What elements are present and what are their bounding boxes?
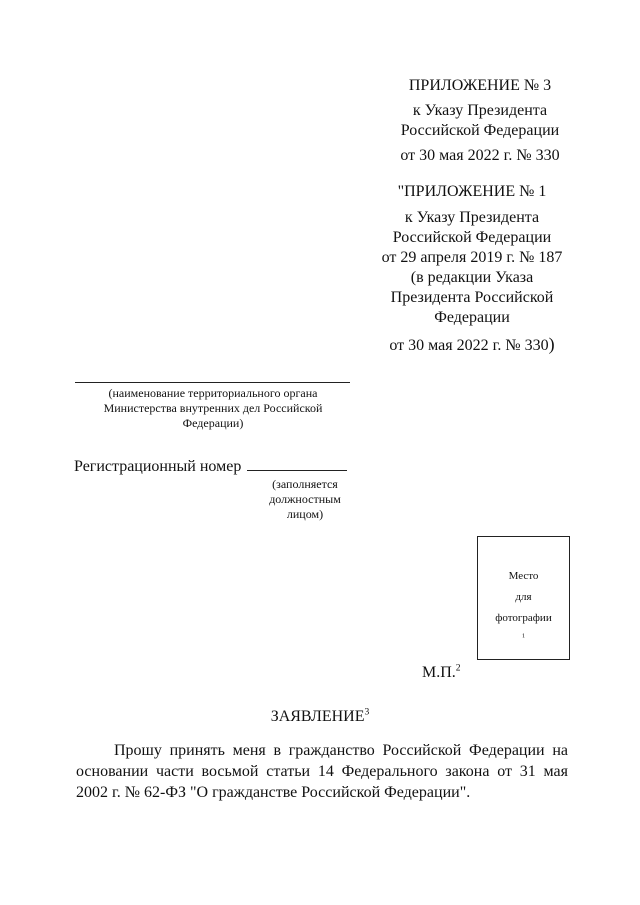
org-name-line bbox=[75, 382, 350, 383]
org-caption-line-1: (наименование территориального органа bbox=[108, 386, 318, 400]
appendix-1-line-4: (в редакции Указа bbox=[410, 269, 534, 286]
stamp-footnote-mark: 2 bbox=[455, 662, 461, 674]
photo-line-1: Место bbox=[508, 570, 539, 582]
statement-title bbox=[0, 707, 640, 727]
photo-footnote-mark: 1 bbox=[521, 632, 526, 640]
appendix-1-line-5: Президента Российской bbox=[390, 289, 554, 306]
photo-line-2: для bbox=[515, 591, 532, 603]
statement-footnote-mark: 3 bbox=[364, 706, 370, 718]
appendix-3-header bbox=[380, 76, 580, 166]
photo-line-3 bbox=[477, 611, 570, 646]
org-caption-line-3: Федерации) bbox=[182, 416, 244, 430]
registration-caption-line-3: лицом) bbox=[286, 507, 324, 521]
appendix-1-title: "ПРИЛОЖЕНИЕ № 1 bbox=[397, 183, 547, 200]
appendix-1-line-2: Российской Федерации bbox=[392, 229, 552, 246]
appendix-1-date: от 30 мая 2022 г. № 330 bbox=[389, 337, 549, 354]
statement-title-text: ЗАЯВЛЕНИЕ bbox=[270, 708, 365, 725]
registration-number-field[interactable] bbox=[247, 456, 347, 471]
org-caption-line-2: Министерства внутренних дел Российской bbox=[103, 401, 323, 415]
registration-number-label: Регистрационный номер bbox=[74, 458, 242, 475]
registration-caption bbox=[250, 477, 360, 522]
appendix-1-close-paren: ) bbox=[548, 334, 555, 354]
appendix-3-line-3: от 30 мая 2022 г. № 330 bbox=[400, 147, 560, 164]
appendix-1-line-6: Федерации bbox=[434, 309, 510, 326]
org-name-caption bbox=[78, 386, 348, 431]
appendix-3-line-1: к Указу Президента bbox=[412, 102, 548, 119]
photo-line-3-text: фотографии bbox=[495, 612, 552, 624]
registration-number-row bbox=[74, 456, 374, 477]
registration-caption-line-1: (заполняется bbox=[272, 477, 338, 491]
appendix-3-line-2: Российской Федерации bbox=[400, 122, 560, 139]
appendix-1-line-3: от 29 апреля 2019 г. № 187 bbox=[381, 249, 563, 266]
appendix-1-line-1: к Указу Президента bbox=[404, 209, 540, 226]
appendix-3-title: ПРИЛОЖЕНИЕ № 3 bbox=[408, 77, 552, 94]
registration-caption-line-2: должностным bbox=[269, 492, 341, 506]
stamp-label: М.П. bbox=[422, 664, 456, 681]
statement-body: Прошу принять меня в гражданство Российской Федерации на основании части восьмой статьи 14 Федерального закона от 31 мая 2002 г. № 62-ФЗ "О гражданстве Российской Федерации". bbox=[76, 742, 568, 801]
stamp-place bbox=[422, 663, 461, 683]
photo-placeholder-text bbox=[477, 569, 570, 653]
appendix-1-header bbox=[372, 182, 572, 356]
appendix-1-line-7 bbox=[372, 334, 572, 356]
